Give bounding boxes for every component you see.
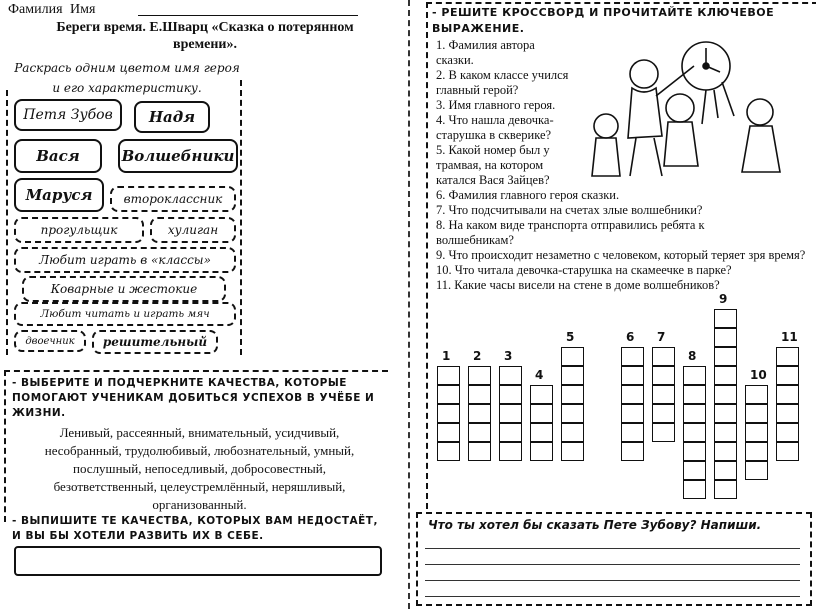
question-9: 9. Что происходит незаметно с человеком, который теряет зря время? [436, 248, 806, 262]
crossword-cell[interactable] [468, 423, 491, 442]
crossword-cell[interactable] [714, 423, 737, 442]
chip-nadya[interactable]: Надя [134, 101, 210, 133]
crossword-cell[interactable] [776, 347, 799, 366]
crossword-cell[interactable] [776, 366, 799, 385]
crossword-cell[interactable] [437, 442, 460, 461]
question-2: 2. В каком классе учился главный герой? [436, 68, 569, 97]
crossword-cell[interactable] [683, 461, 706, 480]
chip-marusya[interactable]: Маруся [14, 178, 104, 212]
crossword-cell[interactable] [683, 480, 706, 499]
crossword-cell[interactable] [745, 404, 768, 423]
qualities-list[interactable]: Ленивый, рассеянный, внимательный, усидчивый, несобранный, трудолюбивый, любознательный, умный, послушный, непоседливый, добросовестный, безответственный, целеустремлённый, неряшливый, организованный. [44, 425, 355, 512]
crossword-cell[interactable] [714, 328, 737, 347]
crossword-number: 3 [504, 349, 513, 363]
question-3: 3. Имя главного героя. [436, 98, 556, 112]
crossword-number: 7 [657, 330, 666, 344]
worksheet-title: Береги время. Е.Шварц «Сказка о потерянном времени». [56, 20, 354, 52]
chip-dvoechnik[interactable]: двоечник [14, 330, 86, 352]
crossword-cell[interactable] [530, 385, 553, 404]
crossword-cell[interactable] [745, 442, 768, 461]
task1-instruction: Раскрась одним цветом имя героя и его характеристику. [14, 61, 240, 95]
crossword-cell[interactable] [683, 442, 706, 461]
crossword-cell[interactable] [561, 404, 584, 423]
crossword-cell[interactable] [714, 385, 737, 404]
crossword-cell[interactable] [499, 385, 522, 404]
question-7: 7. Что подсчитывали на счетах злые волшебники? [436, 203, 703, 217]
crossword-cell[interactable] [714, 480, 737, 499]
writing-line[interactable] [425, 596, 800, 597]
task3-answer-box[interactable] [14, 546, 382, 576]
crossword-cell[interactable] [530, 423, 553, 442]
crossword-cell[interactable] [652, 366, 675, 385]
crossword-cell[interactable] [437, 385, 460, 404]
crossword-cell[interactable] [683, 385, 706, 404]
question-1: 1. Фамилия автора сказки. [436, 38, 535, 67]
chip-volshebniki[interactable]: Волшебники [118, 139, 238, 173]
crossword-cell[interactable] [652, 347, 675, 366]
crossword-cell[interactable] [714, 366, 737, 385]
crossword-cell[interactable] [468, 385, 491, 404]
chip-petya-zubov[interactable]: Петя Зубов [14, 99, 122, 131]
bottom-prompt: Что ты хотел бы сказать Пете Зубову? Напиши. [428, 518, 762, 532]
task3-instruction: - ВЫПИШИТЕ ТЕ КАЧЕСТВА, КОТОРЫХ ВАМ НЕДОСТАЁТ, И ВЫ БЫ ХОТЕЛИ РАЗВИТЬ ИХ В СЕБЕ. [12, 515, 378, 542]
name-fill-line[interactable] [138, 15, 358, 16]
crossword-cell[interactable] [561, 385, 584, 404]
crossword-cell[interactable] [745, 385, 768, 404]
crossword-cell[interactable] [499, 404, 522, 423]
question-8: 8. На каком виде транспорта отправились ребята к волшебникам? [436, 218, 705, 247]
chip-reshitelny[interactable]: решительный [92, 330, 218, 354]
name-label: Имя [70, 2, 96, 17]
page-divider [408, 0, 410, 609]
crossword-cell[interactable] [776, 404, 799, 423]
crossword-number: 6 [626, 330, 635, 344]
crossword-number: 9 [719, 292, 728, 306]
crossword-number: 5 [566, 330, 575, 344]
writing-line[interactable] [425, 548, 800, 549]
crossword-number: 10 [750, 368, 767, 382]
task2-instruction: - ВЫБЕРИТЕ И ПОДЧЕРКНИТЕ КАЧЕСТВА, КОТОРЫЕ ПОМОГАЮТ УЧЕНИКАМ ДОБИТЬСЯ УСПЕХОВ В УЧЁБЕ И ЖИЗНИ. [12, 377, 375, 419]
crossword-cell[interactable] [745, 461, 768, 480]
task1-bracket-right [240, 80, 242, 355]
crossword-number: 11 [781, 330, 798, 344]
crossword-cell[interactable] [621, 347, 644, 366]
crossword-cell[interactable] [499, 423, 522, 442]
crossword-cell[interactable] [530, 404, 553, 423]
crossword-cell[interactable] [621, 366, 644, 385]
question-5: 5. Какой номер был у трамвая, на котором катался Вася Зайцев? [436, 143, 550, 187]
crossword-cell[interactable] [621, 404, 644, 423]
crossword-cell[interactable] [468, 366, 491, 385]
crossword-cell[interactable] [561, 423, 584, 442]
crossword-cell[interactable] [561, 366, 584, 385]
crossword-cell[interactable] [683, 366, 706, 385]
surname-label: Фамилия [8, 2, 63, 17]
crossword-cell[interactable] [621, 442, 644, 461]
crossword-cell[interactable] [561, 347, 584, 366]
crossword-cell[interactable] [776, 385, 799, 404]
name-header [8, 2, 95, 18]
chip-vasya[interactable]: Вася [14, 139, 102, 173]
crossword-cell[interactable] [776, 423, 799, 442]
crossword-cell[interactable] [621, 385, 644, 404]
crossword-cell[interactable] [561, 442, 584, 461]
crossword-cell[interactable] [652, 423, 675, 442]
chip-progulshchik[interactable]: прогульщик [14, 217, 144, 243]
crossword-number: 8 [688, 349, 697, 363]
crossword-cell[interactable] [776, 442, 799, 461]
crossword-number: 1 [442, 349, 451, 363]
crossword-cell[interactable] [468, 442, 491, 461]
chip-khuligan[interactable]: хулиган [150, 217, 236, 243]
writing-line[interactable] [425, 580, 800, 581]
crossword-number: 2 [473, 349, 482, 363]
chip-lyubit-chitat[interactable]: Любит читать и играть мяч [14, 302, 236, 326]
crossword-cell[interactable] [530, 442, 553, 461]
crossword-cell[interactable] [714, 461, 737, 480]
crossword-cell[interactable] [714, 442, 737, 461]
crossword-cell[interactable] [437, 366, 460, 385]
crossword-cell[interactable] [714, 309, 737, 328]
writing-line[interactable] [425, 564, 800, 565]
crossword-cell[interactable] [683, 423, 706, 442]
crossword-cell[interactable] [499, 442, 522, 461]
task1-bracket [6, 90, 8, 355]
question-11: 11. Какие часы висели на стене в доме волшебников? [436, 278, 720, 292]
crossword-title: - РЕШИТЕ КРОССВОРД И ПРОЧИТАЙТЕ КЛЮЧЕВОЕ ВЫРАЖЕНИЕ. [432, 6, 775, 35]
crossword-cell[interactable] [499, 366, 522, 385]
question-4: 4. Что нашла девочка-старушка в скверике? [436, 113, 554, 142]
crossword-cell[interactable] [714, 404, 737, 423]
crossword-cell[interactable] [437, 423, 460, 442]
chip-vtoroklassnik[interactable]: второклассник [110, 186, 236, 212]
crossword-cell[interactable] [652, 404, 675, 423]
crossword-number: 4 [535, 368, 544, 382]
crossword-cell[interactable] [437, 404, 460, 423]
crossword-cell[interactable] [683, 404, 706, 423]
chip-lyubit-igrat-v-klassy[interactable]: Любит играть в «классы» [14, 247, 236, 273]
crossword-cell[interactable] [714, 347, 737, 366]
crossword-cell[interactable] [745, 423, 768, 442]
chip-kovarnye-i-zhestokie[interactable]: Коварные и жестокие [22, 276, 226, 302]
crossword-cell[interactable] [468, 404, 491, 423]
crossword-questions [436, 38, 806, 293]
question-10: 10. Что читала девочка-старушка на скамеечке в парке? [436, 263, 732, 277]
crossword-cell[interactable] [621, 423, 644, 442]
crossword-cell[interactable] [652, 385, 675, 404]
question-6: 6. Фамилия главного героя сказки. [436, 188, 620, 202]
